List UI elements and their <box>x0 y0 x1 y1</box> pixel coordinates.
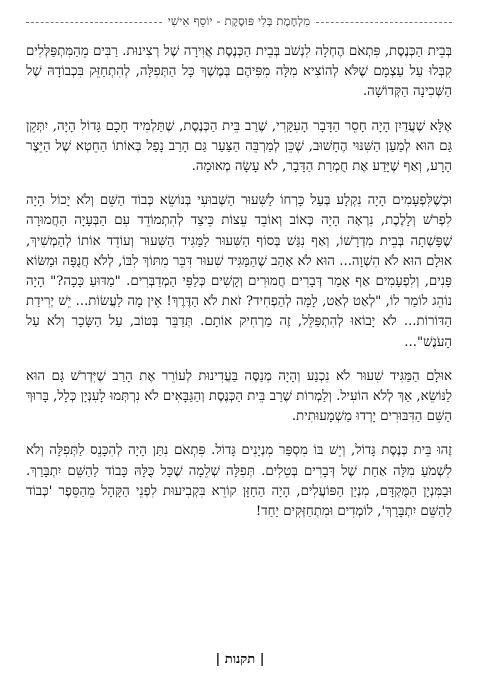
header-title: מִלְחֶמֶת בְּלִי פּוּסֶקֶת - יוֹסֵף אִישִׁי <box>167 14 311 28</box>
paragraph-3: וּכְשֶׁלִּפְעָמִים הָיָה נִקְלָע בְּעַל כָּרְחוֹ לַשִּׁעוּר הַשְּׁבוּעִי בְּנוֹשֵׂא כְּבוֹד הַשֵּׁם וְלֹא יָכוֹל הָיָה לִפְרֹשׁ וְלָלֶכֶת, נִרְאָה הָיָה כְּאוֹב וְאוֹבֵד עֵצוֹת כֵּיצַד לְהִתְמוֹדֵד עִם הַבְּעָיָה הַחֲמוּרָה שֶׁפָּשְׁתָה בְּבֵית מִדְרָשׁוֹ, וְאַף נִגַּשׁ בְּסוֹף הַשִּׁעוּר לַמַּגִּיד הַשִּׁעוּר וְעוֹדֵד אוֹתוֹ לְהַמְשִׁיךְ, אוּלָם הוּא לֹא הִשְׁוָה... הוּא לֹא אָהַב שֶׁהַמַּגִּיד שִׁעוּר דִּבֵּר מִתּוֹךְ לִבּוֹ, לְלֹא חֲנֻפָּה וּמַשּׂוֹא פָּנִים, וְלִפְעָמִים אַף אָמַר דְּבָרִים חֲמוּרִים וְקָשִׁים כְּלַפֵּי הַמְדַבְּרִים. "מַדּוּעַ כָּכָה?" הָיָה נוֹהֵג לוֹמַר לוֹ, "לְאַט לְאַט, לָמָּה לְהַפְחִיד? זֹאת לֹא הַדֶּרֶךְ! אֵין מָה לַעֲשׂוֹת... יֵשׁ יְרִידַת הַדּוֹרוֹת... לֹא יָבוֹאוּ לְהִתְפַּלֵּל, זֶה מַרְחִיק אוֹתָם. תְּדַבֵּר בְּטוֹב, עַל הַשָּׂכָר וְלֹא עַל הָעֹנֶשׁ"... <box>26 193 452 350</box>
paragraph-4: אוּלָם הַמַּגִּיד שִׁעוּר לֹא נִכְנַע וְהָיָה מְנַסֶּה בַּעֲדִינוּת לְעוֹרֵר אֶת הָרַב שֶׁיִּדְרֹשׁ גַּם הוּא לַנּוֹשֵׂא, אַךְ לְלֹא הוֹעִיל. וְלַמְרוֹת שֶׁרַב בֵּית הַכְּנֶסֶת וְהַגַּבָּאִים לֹא נִרְתְּמוּ לָעִנְיָן כְּלָל, בָּרוּךְ הַשֵּׁם הַדִּבּוּרִים יָרְדוּ מַשְׁמָעוּתִית. <box>26 368 452 425</box>
paragraph-1: בְּבֵית הַכְּנֶסֶת, פִּתְאֹם הֶחְלָה לִנְשֹׁב בְּבֵית הַכְּנֶסֶת אֲוִירָה שֶׁל רְצִינוּת. רַבִּים מֵהַמִּתְפַּלְּלִים קִבְּלוּ עַל עַצְמָם שֶׁלֹּא לְהוֹצִיא מִלָּה מִפִּיהֶם בְּמֶשֶׁךְ כָּל הַתְּפִלָּה, לְהִתְחַזֵּק בִּכְבוֹדָהּ שֶׁל הַשְּׁכִינָה הַקְּדוֹשָׁה. <box>26 44 452 100</box>
paragraph-2: אֶלָּא שֶׁעֲדַיִן הָיָה חָסֵר הַדָּבָר הָעִקָּרִי, שֶׁרַב בֵּית הַכְּנֶסֶת, שֶׁתַּלְמִיד חָכָם גָּדוֹל הָיָה, יִתְּקֵן גַּם הוּא לְמַעַן הַשִּׁנּוּי הֶחָשׁוּב, שֶׁכֵּן לְמַרְבֵּה הַצַּעַר גַּם הָרַב נָפַל בְּאוֹתוֹ הַחֵטְא שֶׁל הַיֵּצֶר הָרָע, וְאַף שֶׁיָּדַע אֶת חֻמְרַת הַדָּבָר, לֹא עָשָׂה מְאוּמָה. <box>26 118 452 175</box>
paragraph-5: זֶהוּ בֵּית כְּנֶסֶת גָּדוֹל, וְיֵשׁ בּוֹ מִסְפַּר מִנְיָנִים גָּדוֹל. פִּתְאֹם נִתַּן הָיָה לְהִכָּנֵס לַתְּפִלָּה וְלֹא לִשְׁמֹעַ מִלָּה אַחַת שֶׁל דְּבָרִים בְּטֵלִים. תְּפִלָּה שְׁלֵמָה שֶׁכָּל כֻּלָּהּ כָּבוֹד לַהַשֵּׁם יִתְבָּרַךְ. וּבַמִּנְיָן הַמֻּקְדָּם, מִנְיַן הַפּוֹעֲלִים, הָיָה הַחַזָּן קוֹרֵא בִּקְבִיעוּת לִפְנֵי הַקָּהָל מֵהַסֵּפֶר 'כְּבוֹד לַהַשֵּׁם יִתְבָּרַךְ', לוֹמְדִים וּמִתְחַזְּקִים יַחַד! <box>26 443 452 520</box>
header-rule-left <box>26 22 162 23</box>
header-rule-right <box>316 22 452 23</box>
running-header <box>26 14 452 28</box>
page-footer-section-label: | תקנות | <box>215 652 265 667</box>
